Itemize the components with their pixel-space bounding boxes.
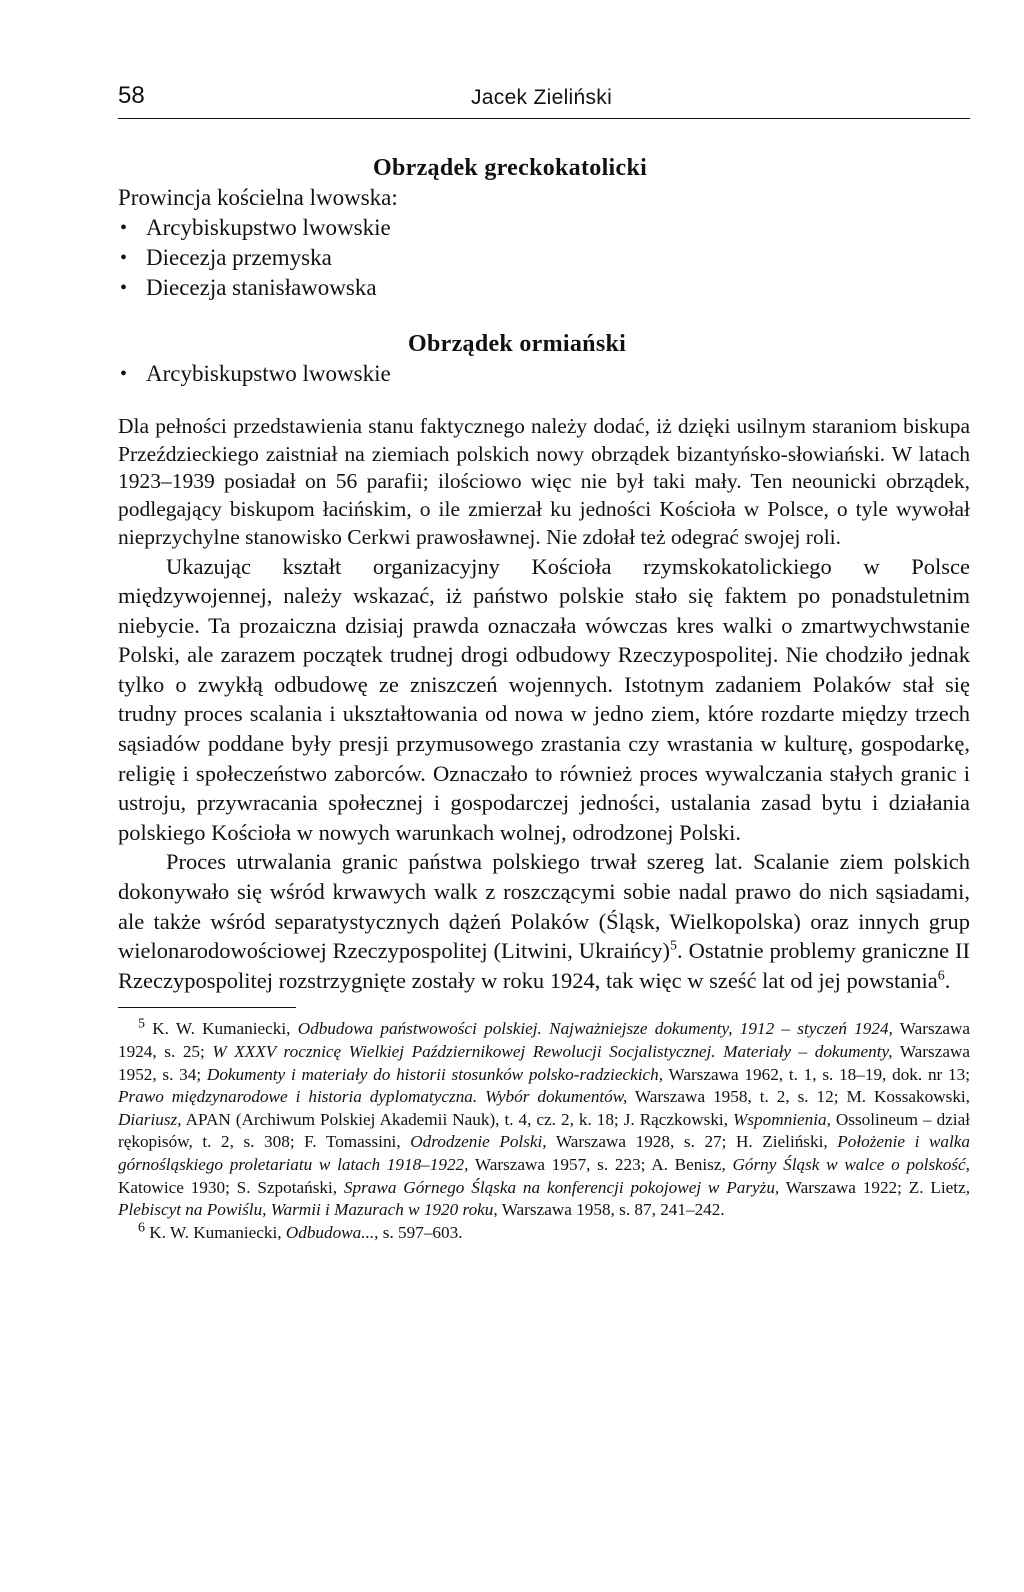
footnote-run: K. W. Kumaniecki, <box>152 1019 298 1039</box>
footnote-text <box>149 1223 462 1242</box>
bullet-icon: • <box>120 363 128 385</box>
body-paragraph: Proces utrwalania granic państwa polskiego trwał szereg lat. Scalanie ziem polskich dokonywało się wśród krwawych walk z roszczącymi sobie nadal prawo do nich sąsiadami, ale także wśród separatystycznych dążeń Polaków (Śląsk, Wielkopolska) oraz innych grup wielonarodowościowej Rzeczypospolitej (Litwini, Ukraińcy)$^5$. Ostatnie problemy graniczne II Rzeczypospolitej rozstrzygnięte zostały w roku 1924, tak więc w sześć lat od jej powstania$^6$. <box>118 849 970 993</box>
footnote-number: 5 <box>138 1016 145 1032</box>
page-number: 58 <box>118 82 145 109</box>
footnote-run: Warszawa 1958, t. 2, s. 12; M. Kossakowski, <box>627 1087 970 1107</box>
section-armenian <box>118 329 970 389</box>
section-heading: Obrządek ormiański <box>408 331 627 357</box>
page-header <box>118 78 970 119</box>
province-label: Prowincja kościelna lwowska: <box>118 185 398 210</box>
footnote-run: K. W. Kumaniecki, <box>149 1222 286 1242</box>
footnote-title: Odrodzenie Polski, <box>410 1132 547 1152</box>
footnote <box>118 1018 970 1221</box>
footnote-title: Prawo międzynarodowe i historia dyplomatyczna. Wybór dokumentów, <box>118 1087 628 1107</box>
body-paragraph: Ukazując kształt organizacyjny Kościoła rzymskokatolickiego w Polsce międzywojennej, należy wskazać, iż państwo polskie stało się faktem po ponadstuletnim niebycie. Ta prozaiczna dzisiaj prawda oznaczała wówczas kres walki o zmartwychwstanie Polski, ale zarazem początek trudnej drogi odbudowy Rzeczypospolitej. Nie chodziło jednak tylko o zwykłą odbudowę ze zniszczeń wojennych. Istotnym zadaniem Polaków stał się trudny proces scalania i ukształtowania od nowa w jedno ziem, które rozdarte między trzech sąsiadów poddane były presji przymusowego zrastania czy wrastania w kulturę, gospodarkę, religię i społeczeństwo zaborców. Oznaczało to również proces wywalczania stałych granic i ustroju, przywracania społecznej i gospodarczej jedności, ustalania zasad bytu i działania polskiego Kościoła w nowych warunkach wolnej, odrodzonej Polski. <box>118 553 970 845</box>
footnote-text <box>118 1016 971 1220</box>
bullet-icon: • <box>120 217 128 239</box>
footnote-run: Warszawa 1952, s. 34; <box>118 1042 971 1084</box>
list-item: • Arcybiskupstwo lwowskie <box>118 213 970 243</box>
footnote-title: Odbudowa..., <box>285 1222 379 1242</box>
footnote-title: Diariusz, <box>118 1109 182 1129</box>
footnote-number: 6 <box>138 1220 145 1236</box>
footnote-title: Odbudowa państwowości polskiej. Najważniejsze dokumenty, 1912 – styczeń 1924, <box>297 1019 893 1039</box>
footnote-run: Warszawa 1962, t. 1, s. 18–19, dok. nr 13; <box>663 1064 971 1084</box>
list-item: • Arcybiskupstwo lwowskie <box>118 359 970 389</box>
footnote-title: Wspomnienia, <box>733 1109 831 1129</box>
footnote-ref[interactable]: 5 <box>670 938 678 954</box>
list-item: • Diecezja stanisławowska <box>118 273 970 303</box>
section-greek-catholic <box>118 153 970 303</box>
bullet-icon: • <box>120 247 128 269</box>
page <box>118 78 970 1244</box>
body-paragraph: Dla pełności przedstawienia stanu faktycznego należy dodać, iż dzięki usilnym staraniom biskupa Przeździeckiego zaistniał na ziemiach polskich nowy obrządek bizantyńsko-słowiański. W latach 1923–1939 posiadał on 56 parafii; ilościowo więc nie był taki mały. Ten neounicki obrządek, podlegający biskupom łacińskim, o ile zmierzał ku jedności Kościoła w Polsce, o tyle wywołał nieprzychylne stanowisko Cerkwi prawosławnej. Nie zdołał też odegrać swojej roli. <box>118 414 970 549</box>
footnote-title: W XXXV rocznicę Wielkiej Październikowej Rewolucji Socjalistycznej. Materiały – dokumenty, <box>212 1042 893 1062</box>
footnote-run: APAN (Archiwum Polskiej Akademii Nauk), t. 4, cz. 2, k. 18; J. Rączkowski, <box>181 1109 733 1129</box>
footnote-title: Górny Śląsk w walce o polskość, <box>732 1154 970 1174</box>
footnote-run: Ossolineum – dział rękopisów, t. 2, s. 308; F. Tomassini, <box>118 1109 970 1152</box>
list-item: • Diecezja przemyska <box>118 243 970 273</box>
running-head-author: Jacek Zieliński <box>471 86 613 109</box>
diocese-list <box>118 359 970 389</box>
footnote-run: Warszawa 1957, s. 223; A. Benisz, <box>468 1154 733 1174</box>
footnote-run: s. 597–603. <box>378 1222 463 1242</box>
footnote-ref[interactable]: 6 <box>937 968 945 984</box>
footnote-run: Warszawa 1958, s. 87, 241–242. <box>497 1200 725 1220</box>
footnote-title: Sprawa Górnego Śląska na konferencji pokojowej w Paryżu, <box>343 1177 780 1197</box>
footnote <box>118 1222 970 1245</box>
footnote-separator <box>118 1007 296 1008</box>
bullet-icon: • <box>120 277 128 299</box>
footnote-run: Warszawa 1922; Z. Lietz, <box>779 1177 970 1197</box>
footnote-run: Katowice 1930; S. Szpotański, <box>118 1177 344 1197</box>
footnote-title: Położenie i walka górnośląskiego proletariatu w latach 1918–1922, <box>118 1132 971 1174</box>
footnote-run: Warszawa 1928, s. 27; H. Zieliński, <box>546 1132 838 1152</box>
section-heading: Obrządek greckokatolicki <box>373 155 648 181</box>
footnote-title: Plebiscyt na Powiślu, Warmii i Mazurach w 1920 roku, <box>118 1200 498 1220</box>
footnote-run: Warszawa 1924, s. 25; <box>118 1019 970 1062</box>
footnote-title: Dokumenty i materiały do historii stosunków polsko-radzieckich, <box>206 1064 664 1084</box>
diocese-list <box>118 213 970 303</box>
